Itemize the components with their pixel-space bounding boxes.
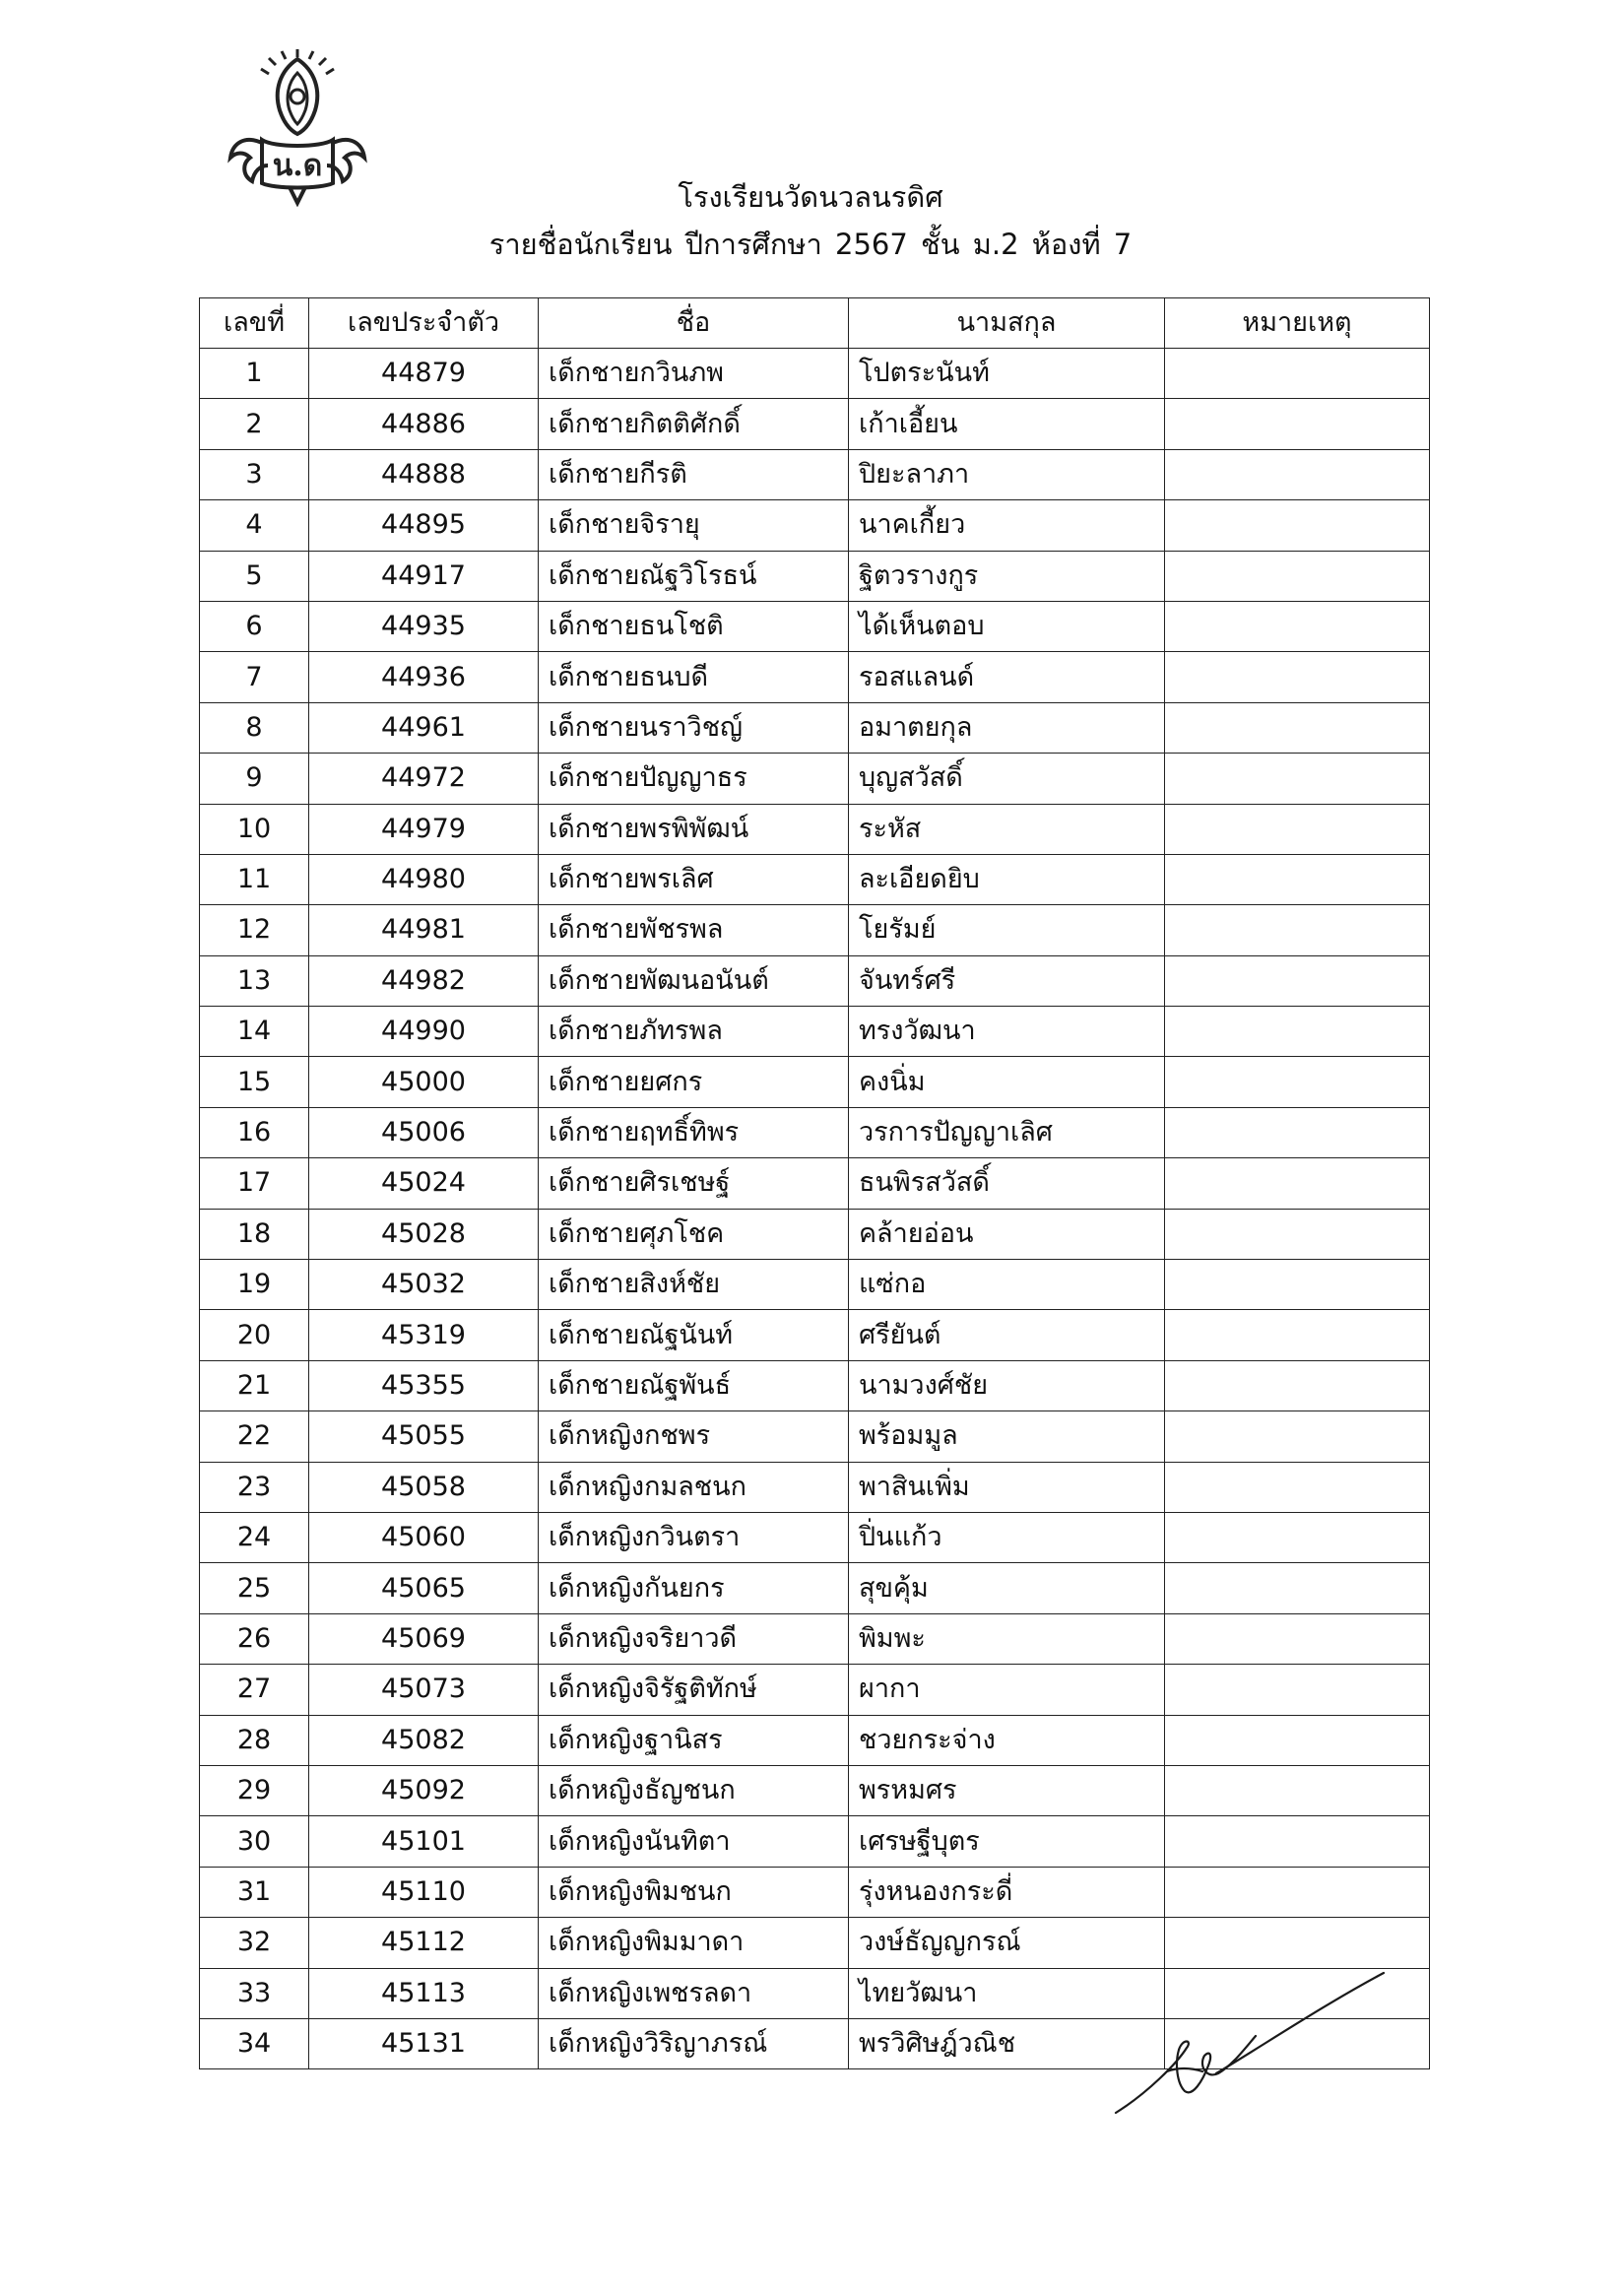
cell-last-name: รอสแลนด์ (849, 652, 1165, 702)
cell-student-id: 45028 (309, 1209, 539, 1259)
table-row (200, 1867, 1430, 1917)
cell-student-id: 44886 (309, 399, 539, 449)
cell-number: 26 (200, 1613, 309, 1664)
cell-student-id: 44917 (309, 551, 539, 601)
table-row (200, 500, 1430, 551)
cell-last-name: คงนิ่ม (849, 1057, 1165, 1107)
cell-last-name: ละเอียดยิบ (849, 854, 1165, 904)
cell-remarks (1165, 1613, 1430, 1664)
cell-last-name: โปตระนันท์ (849, 349, 1165, 399)
cell-remarks (1165, 1057, 1430, 1107)
cell-number: 34 (200, 2018, 309, 2068)
cell-student-id: 45131 (309, 2018, 539, 2068)
cell-remarks (1165, 1209, 1430, 1259)
cell-student-id: 45073 (309, 1665, 539, 1715)
table-row (200, 1563, 1430, 1613)
cell-remarks (1165, 1512, 1430, 1562)
table-row (200, 601, 1430, 651)
cell-number: 8 (200, 702, 309, 753)
cell-first-name: เด็กหญิงพิมชนก (539, 1867, 849, 1917)
table-row (200, 804, 1430, 854)
cell-student-id: 44980 (309, 854, 539, 904)
table-row (200, 955, 1430, 1006)
cell-remarks (1165, 1007, 1430, 1057)
cell-remarks (1165, 601, 1430, 651)
cell-student-id: 45101 (309, 1816, 539, 1867)
cell-student-id: 45113 (309, 1968, 539, 2018)
cell-number: 3 (200, 449, 309, 499)
cell-student-id: 45355 (309, 1360, 539, 1410)
cell-remarks (1165, 955, 1430, 1006)
cell-number: 32 (200, 1918, 309, 1968)
table-row (200, 702, 1430, 753)
cell-last-name: คล้ายอ่อน (849, 1209, 1165, 1259)
table-row (200, 652, 1430, 702)
cell-remarks (1165, 854, 1430, 904)
cell-last-name: บุญสวัสดิ์ (849, 754, 1165, 804)
cell-remarks (1165, 1816, 1430, 1867)
cell-last-name: นามวงศ์ชัย (849, 1360, 1165, 1410)
cell-last-name: ฐิตวรางกูร (849, 551, 1165, 601)
cell-last-name: วรการปัญญาเลิศ (849, 1107, 1165, 1157)
cell-remarks (1165, 1411, 1430, 1462)
cell-first-name: เด็กหญิงจริยาวดี (539, 1613, 849, 1664)
signature (1108, 1965, 1394, 2123)
cell-remarks (1165, 1715, 1430, 1765)
cell-remarks (1165, 1665, 1430, 1715)
cell-number: 33 (200, 1968, 309, 2018)
cell-remarks (1165, 754, 1430, 804)
cell-student-id: 45055 (309, 1411, 539, 1462)
cell-last-name: เก้าเอี้ยน (849, 399, 1165, 449)
cell-last-name: จันทร์ศรี (849, 955, 1165, 1006)
cell-first-name: เด็กชายนราวิชญ์ (539, 702, 849, 753)
cell-student-id: 45060 (309, 1512, 539, 1562)
cell-number: 4 (200, 500, 309, 551)
table-row (200, 1057, 1430, 1107)
cell-remarks (1165, 905, 1430, 955)
cell-number: 28 (200, 1715, 309, 1765)
cell-student-id: 45000 (309, 1057, 539, 1107)
cell-first-name: เด็กหญิงธัญชนก (539, 1765, 849, 1815)
cell-number: 21 (200, 1360, 309, 1410)
cell-student-id: 44879 (309, 349, 539, 399)
cell-last-name: สุขคุ้ม (849, 1563, 1165, 1613)
cell-remarks (1165, 399, 1430, 449)
cell-number: 17 (200, 1158, 309, 1209)
table-row (200, 449, 1430, 499)
cell-last-name: พาสินเพิ่ม (849, 1462, 1165, 1512)
cell-student-id: 44990 (309, 1007, 539, 1057)
page-subtitle: รายชื่อนักเรียน ปีการศึกษา 2567 ชั้น ม.2 ห้องที่ 7 (488, 228, 1133, 261)
table-row (200, 1816, 1430, 1867)
cell-student-id: 45006 (309, 1107, 539, 1157)
cell-remarks (1165, 1765, 1430, 1815)
table-row (200, 1665, 1430, 1715)
header-first-name: ชื่อ (539, 298, 849, 349)
table-row (200, 1462, 1430, 1512)
cell-number: 6 (200, 601, 309, 651)
cell-number: 16 (200, 1107, 309, 1157)
svg-text:น.ด: น.ด (272, 149, 323, 183)
cell-first-name: เด็กหญิงเพชรลดา (539, 1968, 849, 2018)
cell-remarks (1165, 702, 1430, 753)
cell-first-name: เด็กชายภัทรพล (539, 1007, 849, 1057)
cell-first-name: เด็กหญิงกวินตรา (539, 1512, 849, 1562)
cell-first-name: เด็กชายพรเลิศ (539, 854, 849, 904)
cell-number: 12 (200, 905, 309, 955)
cell-first-name: เด็กหญิงกมลชนก (539, 1462, 849, 1512)
table-row (200, 1310, 1430, 1360)
cell-last-name: โยรัมย์ (849, 905, 1165, 955)
cell-student-id: 45032 (309, 1260, 539, 1310)
cell-remarks (1165, 349, 1430, 399)
cell-first-name: เด็กชายณัฐพันธ์ (539, 1360, 849, 1410)
cell-last-name: ได้เห็นตอบ (849, 601, 1165, 651)
table-row (200, 1260, 1430, 1310)
table-row (200, 754, 1430, 804)
cell-last-name: ทรงวัฒนา (849, 1007, 1165, 1057)
student-roster-table (199, 297, 1430, 2069)
cell-first-name: เด็กชายณัฐนันท์ (539, 1310, 849, 1360)
cell-number: 13 (200, 955, 309, 1006)
cell-number: 29 (200, 1765, 309, 1815)
table-row (200, 1007, 1430, 1057)
cell-student-id: 44935 (309, 601, 539, 651)
table-row (200, 1512, 1430, 1562)
cell-last-name: นาคเกี้ยว (849, 500, 1165, 551)
table-row (200, 1107, 1430, 1157)
cell-last-name: พรหมศร (849, 1765, 1165, 1815)
cell-remarks (1165, 804, 1430, 854)
cell-student-id: 45092 (309, 1765, 539, 1815)
cell-student-id: 45110 (309, 1867, 539, 1917)
cell-number: 27 (200, 1665, 309, 1715)
table-row (200, 551, 1430, 601)
cell-remarks (1165, 1462, 1430, 1512)
table-body (200, 349, 1430, 2069)
cell-first-name: เด็กหญิงฐานิสร (539, 1715, 849, 1765)
cell-number: 5 (200, 551, 309, 601)
cell-remarks (1165, 1310, 1430, 1360)
cell-number: 7 (200, 652, 309, 702)
cell-last-name: ระหัส (849, 804, 1165, 854)
table-row (200, 1158, 1430, 1209)
cell-first-name: เด็กชายพัฒนอนันต์ (539, 955, 849, 1006)
cell-number: 30 (200, 1816, 309, 1867)
cell-last-name: เศรษฐีบุตร (849, 1816, 1165, 1867)
cell-first-name: เด็กชายปัญญาธร (539, 754, 849, 804)
cell-first-name: เด็กชายพัชรพล (539, 905, 849, 955)
cell-student-id: 45024 (309, 1158, 539, 1209)
cell-number: 19 (200, 1260, 309, 1310)
header-last-name: นามสกุล (849, 298, 1165, 349)
cell-number: 24 (200, 1512, 309, 1562)
cell-number: 14 (200, 1007, 309, 1057)
cell-first-name: เด็กชายสิงห์ชัย (539, 1260, 849, 1310)
table-row (200, 1411, 1430, 1462)
cell-last-name: ชวยกระจ่าง (849, 1715, 1165, 1765)
cell-first-name: เด็กชายกีรติ (539, 449, 849, 499)
cell-number: 11 (200, 854, 309, 904)
cell-remarks (1165, 500, 1430, 551)
cell-number: 31 (200, 1867, 309, 1917)
cell-first-name: เด็กชายยศกร (539, 1057, 849, 1107)
cell-first-name: เด็กชายศิรเชษฐ์ (539, 1158, 849, 1209)
cell-student-id: 45069 (309, 1613, 539, 1664)
cell-first-name: เด็กชายธนบดี (539, 652, 849, 702)
cell-remarks (1165, 652, 1430, 702)
table-row (200, 1209, 1430, 1259)
cell-number: 2 (200, 399, 309, 449)
table-header-row (200, 298, 1430, 349)
cell-last-name: อมาตยกุล (849, 702, 1165, 753)
cell-remarks (1165, 1867, 1430, 1917)
table-row (200, 349, 1430, 399)
cell-number: 15 (200, 1057, 309, 1107)
cell-number: 9 (200, 754, 309, 804)
cell-last-name: แซ่กอ (849, 1260, 1165, 1310)
cell-remarks (1165, 449, 1430, 499)
cell-remarks (1165, 1107, 1430, 1157)
cell-first-name: เด็กหญิงจิรัฐติทักษ์ (539, 1665, 849, 1715)
cell-student-id: 44972 (309, 754, 539, 804)
cell-last-name: พรวิศิษฎ์วณิช (849, 2018, 1165, 2068)
cell-remarks (1165, 1260, 1430, 1310)
table-row (200, 854, 1430, 904)
cell-first-name: เด็กชายพรพิพัฒน์ (539, 804, 849, 854)
header-number: เลขที่ (200, 298, 309, 349)
table-row (200, 1360, 1430, 1410)
cell-number: 10 (200, 804, 309, 854)
cell-number: 22 (200, 1411, 309, 1462)
cell-student-id: 44895 (309, 500, 539, 551)
cell-last-name: ปิยะลาภา (849, 449, 1165, 499)
cell-first-name: เด็กหญิงวิริญาภรณ์ (539, 2018, 849, 2068)
cell-student-id: 44936 (309, 652, 539, 702)
cell-last-name: ปิ่นแก้ว (849, 1512, 1165, 1562)
cell-first-name: เด็กชายฤทธิ์ทิพร (539, 1107, 849, 1157)
cell-last-name: วงษ์ธัญญกรณ์ (849, 1918, 1165, 1968)
handwritten-signature-icon (1108, 1965, 1394, 2123)
cell-student-id: 44981 (309, 905, 539, 955)
cell-student-id: 45082 (309, 1715, 539, 1765)
cell-first-name: เด็กชายธนโชติ (539, 601, 849, 651)
cell-student-id: 44979 (309, 804, 539, 854)
cell-student-id: 45065 (309, 1563, 539, 1613)
cell-first-name: เด็กหญิงนันทิตา (539, 1816, 849, 1867)
cell-first-name: เด็กหญิงกันยกร (539, 1563, 849, 1613)
cell-number: 18 (200, 1209, 309, 1259)
table-row (200, 1613, 1430, 1664)
cell-last-name: ผากา (849, 1665, 1165, 1715)
cell-last-name: พิมพะ (849, 1613, 1165, 1664)
cell-student-id: 45058 (309, 1462, 539, 1512)
cell-first-name: เด็กชายกวินภพ (539, 349, 849, 399)
table-row (200, 399, 1430, 449)
school-name: โรงเรียนวัดนวลนรดิศ (678, 180, 943, 214)
table-row (200, 1918, 1430, 1968)
cell-first-name: เด็กชายณัฐวิโรธน์ (539, 551, 849, 601)
table-row (200, 1715, 1430, 1765)
cell-number: 20 (200, 1310, 309, 1360)
cell-first-name: เด็กชายจิรายุ (539, 500, 849, 551)
cell-number: 23 (200, 1462, 309, 1512)
cell-student-id: 45112 (309, 1918, 539, 1968)
cell-first-name: เด็กหญิงกชพร (539, 1411, 849, 1462)
cell-last-name: ศรียันต์ (849, 1310, 1165, 1360)
cell-number: 1 (200, 349, 309, 399)
cell-remarks (1165, 1158, 1430, 1209)
cell-first-name: เด็กชายกิตติศักดิ์ (539, 399, 849, 449)
header-student-id: เลขประจำตัว (309, 298, 539, 349)
cell-student-id: 44961 (309, 702, 539, 753)
cell-last-name: พร้อมมูล (849, 1411, 1165, 1462)
cell-remarks (1165, 1918, 1430, 1968)
cell-remarks (1165, 1360, 1430, 1410)
cell-remarks (1165, 551, 1430, 601)
table-row (200, 1765, 1430, 1815)
cell-remarks (1165, 1563, 1430, 1613)
cell-last-name: รุ่งหนองกระดี่ (849, 1867, 1165, 1917)
cell-first-name: เด็กชายศุภโชค (539, 1209, 849, 1259)
cell-last-name: ไทยวัฒนา (849, 1968, 1165, 2018)
cell-student-id: 45319 (309, 1310, 539, 1360)
cell-student-id: 44888 (309, 449, 539, 499)
cell-student-id: 44982 (309, 955, 539, 1006)
cell-number: 25 (200, 1563, 309, 1613)
cell-first-name: เด็กหญิงพิมมาดา (539, 1918, 849, 1968)
header-remarks: หมายเหตุ (1165, 298, 1430, 349)
table-row (200, 905, 1430, 955)
cell-last-name: ธนพิรสวัสดิ์ (849, 1158, 1165, 1209)
